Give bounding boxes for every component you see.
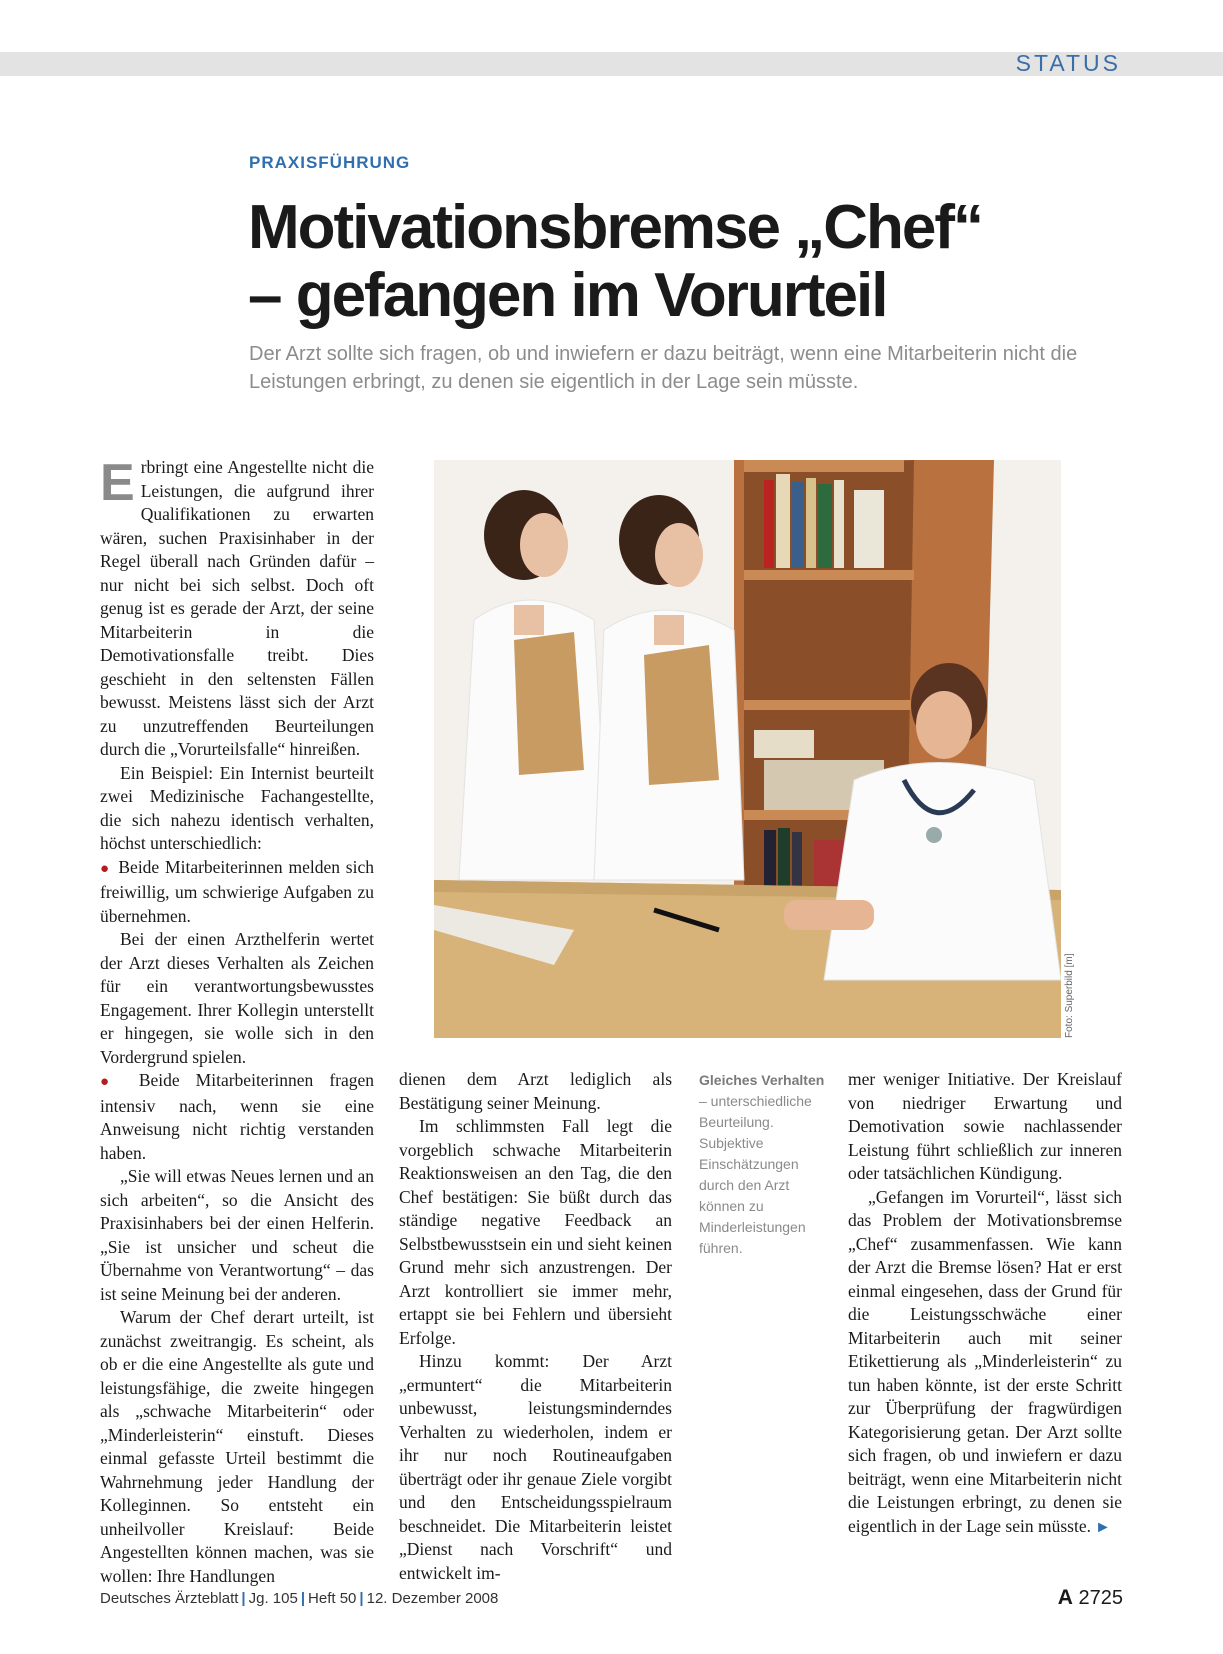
separator: | xyxy=(300,1590,306,1607)
paragraph: Bei der einen Arzthelferin wertet der Arzt dieses Verhalten als Zeichen für ein verantwortungsbewusstes Engagement. Ihrer Kollegin unterstellt er hingegen, sie wolle sich in den Vordergrund spielen. xyxy=(100,929,374,1067)
article-photo xyxy=(434,460,1061,1038)
paragraph-text: „Gefangen im Vorurteil“, lässt sich das Problem der Motivationsbremse „Chef“ zusammenfassen. Wie kann der Arzt die Bremse lösen? Hat er erst einmal eingesehen, dass der Grund für die Leistungsschwäche einer Mitarbeiterin auch mit seiner Etikettierung als „Minderleisterin“ zu tun haben könnte, ist der erste Schritt zur Überprüfung der fragwürdigen Kategorisierung getan. Der Arzt sollte sich fragen, ob und inwiefern er dazu beiträgt, wenn eine Mitarbeiterin nicht die Leistungen erbringt, zu denen sie eigentlich in der Lage sein müsste. xyxy=(848,1186,1122,1536)
caption-lead: Gleiches Verhalten xyxy=(699,1072,825,1088)
journal-issue: Heft 50 xyxy=(308,1590,357,1607)
photo-caption xyxy=(699,1070,829,1259)
article-title-line2: – gefangen im Vorurteil xyxy=(248,261,887,330)
paragraph: Hinzu kommt: Der Arzt „ermuntert“ die Mitarbeiterin unbewusst, leistungsminderndes Verhalten zu wiederholen, indem er ihr nur noch Routineaufgaben überträgt oder ihr genaue Ziele vorgibt und den Entscheidungsspielraum beschneidet. Die Mitarbeiterin leistet „Dienst nach Vorschrift“ und entwickelt im- xyxy=(399,1351,672,1583)
bullet-icon: ● xyxy=(100,860,111,877)
paragraph: Ein Beispiel: Ein Internist beurteilt zwei Medizinische Fachangestellte, die sich nahezu identisch verhalten, höchst unterschiedlich: xyxy=(100,762,374,853)
journal-date: 12. Dezember 2008 xyxy=(366,1590,499,1607)
bullet-text: Beide Mitarbeiterinnen melden sich freiwillig, um schwierige Aufgaben zu übernehmen. xyxy=(100,856,375,926)
photo-credit: Foto: Superbild [m] xyxy=(1064,953,1075,1038)
article-title-line1: Motivationsbremse „Chef“ xyxy=(248,193,983,262)
page-number xyxy=(1058,1586,1123,1610)
article-title xyxy=(248,194,1128,330)
bullet-item xyxy=(100,1069,374,1165)
page-footer xyxy=(100,1590,498,1607)
article-kicker: PRAXISFÜHRUNG xyxy=(249,153,411,172)
paragraph xyxy=(100,456,374,762)
bullet-icon: ● xyxy=(100,1074,121,1090)
drop-cap: E xyxy=(100,454,135,512)
bullet-text: Beide Mitarbeiterinnen fragen intensiv nach, wenn sie eine Anweisung nicht richtig verstanden haben. xyxy=(100,1070,375,1163)
photo-illustration xyxy=(434,460,1061,1038)
paragraph: Im schlimmsten Fall legt die vorgeblich schwache Mitarbeiterin Reaktionsweisen an den Tag, die den Chef bestätigen: Sie büßt durch das ständige negative Feedback an Selbstbewusstsein ein und sieht keinen Grund mehr sich anzustrengen. Der Arzt kontrolliert sie immer mehr, ertappt sie bei Fehlern und übersieht Erfolge. xyxy=(399,1116,672,1348)
paragraph-text: rbringt eine Angestellte nicht die Leistungen, die aufgrund ihrer Qualifikationen zu erwarten wären, suchen Praxisinhaber in der Regel überall nach Gründen dafür – nur nicht bei sich selbst. Doch oft genug ist es gerade der Arzt, der seine Mitarbeiterin in die Demotivationsfalle treibt. Dies geschieht in den seltensten Fällen bewusst. Meistens lässt sich der Arzt zu unzutreffenden Beurteilungen durch die „Vorurteilsfalle“ hinreißen. xyxy=(100,457,374,759)
text-column-1 xyxy=(100,456,374,1588)
continue-arrow-icon: ► xyxy=(1094,1518,1111,1536)
text-column-2 xyxy=(399,1068,672,1585)
paragraph: „Sie will etwas Neues lernen und an sich arbeiten“, so die Ansicht des Praxisinhabers bei der einen Helferin. „Sie ist unsicher und scheut die Übernahme von Verantwortung“ – das ist seine Meinung bei der anderen. xyxy=(100,1166,374,1304)
page-prefix: A xyxy=(1057,1586,1073,1609)
journal-volume: Jg. 105 xyxy=(248,1590,298,1607)
article-lead: Der Arzt sollte sich fragen, ob und inwiefern er dazu beiträgt, wenn eine Mitarbeiterin nicht die Leistungen erbringt, zu denen sie eigentlich in der Lage sein müsste. xyxy=(249,343,1078,393)
bullet-item xyxy=(100,856,374,929)
paragraph: Warum der Chef derart urteilt, ist zunächst zweitrangig. Es scheint, als ob er die eine Angestellte als gute und leistungsfähige, die zweite hingegen als „schwache Mitarbeiterin“ oder „Minderleisterin“ einstuft. Dieses einmal gefasste Urteil bestimmt die Wahrnehmung jeder Handlung der Kolleginnen. So entsteht ein unheilvoller Kreislauf: Beide Angestellten können machen, was sie wollen: Ihre Handlungen xyxy=(100,1307,374,1586)
separator: | xyxy=(241,1590,246,1607)
section-label: STATUS xyxy=(1015,50,1121,76)
journal-name: Deutsches Ärzteblatt xyxy=(100,1590,239,1607)
text-column-4 xyxy=(848,1068,1122,1539)
caption-text: – unterschiedliche Beurteilung. Subjektive Einschätzungen durch den Arzt können zu Minderleistungen führen. xyxy=(699,1093,812,1256)
paragraph: dienen dem Arzt lediglich als Bestätigung seiner Meinung. xyxy=(399,1069,672,1113)
paragraph: mer weniger Initiative. Der Kreislauf von niedriger Erwartung und Demotivation sowie nachlassender Leistung führt schließlich zur inneren oder tatsächlichen Kündigung. xyxy=(848,1069,1122,1183)
separator: | xyxy=(359,1590,364,1607)
paragraph xyxy=(848,1186,1122,1540)
page-number-value: 2725 xyxy=(1078,1587,1123,1609)
